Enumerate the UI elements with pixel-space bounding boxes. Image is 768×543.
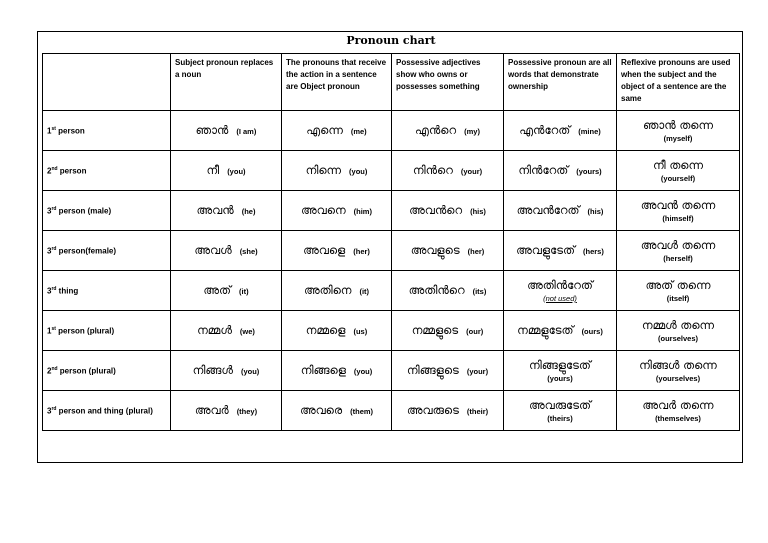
malayalam-word: നമ്മളെ bbox=[305, 323, 346, 337]
pronoun-cell bbox=[282, 271, 392, 311]
english-translation: (his) bbox=[470, 207, 486, 216]
pronoun-cell bbox=[282, 191, 392, 231]
pronoun-cell bbox=[617, 271, 740, 311]
header-possessive-pronoun: Possessive pronoun are all words that demonstrate ownership bbox=[504, 54, 617, 111]
header-reflexive-pronouns: Reflexive pronouns are used when the subject and the object of a sentence are the same bbox=[617, 54, 740, 111]
row-label-suffix: st bbox=[51, 325, 56, 332]
malayalam-word: നിങ്ങളുടേത് bbox=[529, 358, 591, 372]
row-label bbox=[43, 271, 171, 311]
english-translation: (you) bbox=[227, 167, 246, 176]
row-label-text: person (plural) bbox=[57, 366, 116, 376]
pronoun-cell bbox=[617, 191, 740, 231]
malayalam-word: എന്നെ bbox=[306, 123, 343, 137]
malayalam-word: നമ്മൾ bbox=[197, 323, 232, 337]
english-translation: (themselves) bbox=[655, 414, 701, 423]
row-label-ordinal: 3 bbox=[47, 406, 52, 416]
pronoun-cell bbox=[617, 111, 740, 151]
malayalam-word: അവൾ bbox=[194, 243, 232, 257]
pronoun-cell bbox=[392, 391, 504, 431]
pronoun-cell bbox=[504, 191, 617, 231]
row-label-text: thing bbox=[56, 286, 79, 296]
english-translation: (their) bbox=[466, 407, 489, 416]
malayalam-word: അവൻറെ bbox=[409, 203, 463, 217]
malayalam-word: അവർ bbox=[194, 403, 229, 417]
english-translation: (us) bbox=[353, 327, 368, 336]
row-label-text: person(female) bbox=[56, 246, 117, 256]
table-row bbox=[43, 151, 740, 191]
english-translation: (itself) bbox=[666, 294, 690, 303]
malayalam-word: അവരുടെ bbox=[406, 403, 459, 417]
malayalam-word: നമ്മളുടേത് bbox=[517, 323, 574, 337]
row-label-ordinal: 1 bbox=[47, 126, 52, 136]
english-translation: (me) bbox=[350, 127, 367, 136]
row-label bbox=[43, 351, 171, 391]
row-label-ordinal: 2 bbox=[47, 166, 52, 176]
row-label-ordinal: 1 bbox=[47, 326, 52, 336]
pronoun-cell bbox=[282, 111, 392, 151]
pronoun-cell bbox=[392, 271, 504, 311]
malayalam-word: അവരെ bbox=[299, 403, 343, 417]
row-label-text: person bbox=[57, 166, 87, 176]
english-translation: (it) bbox=[239, 287, 249, 296]
pronoun-cell bbox=[504, 351, 617, 391]
row-label-ordinal: 3 bbox=[47, 206, 52, 216]
english-translation: (I am) bbox=[236, 127, 257, 136]
pronoun-cell bbox=[392, 311, 504, 351]
english-translation: (them) bbox=[350, 407, 374, 416]
english-translation: (theirs) bbox=[547, 414, 573, 423]
malayalam-word: നിൻറേത് bbox=[518, 163, 569, 177]
malayalam-word: അത് bbox=[203, 283, 232, 297]
pronoun-cell bbox=[392, 231, 504, 271]
table-row bbox=[43, 111, 740, 151]
english-translation: (her) bbox=[353, 247, 370, 256]
malayalam-word: നിങ്ങൾ bbox=[192, 363, 233, 377]
english-translation: (mine) bbox=[578, 127, 601, 136]
pronoun-cell bbox=[282, 351, 392, 391]
malayalam-word: അവളുടെ bbox=[410, 243, 460, 257]
english-translation: (you) bbox=[349, 167, 368, 176]
malayalam-word: നീ തന്നെ bbox=[652, 158, 704, 172]
pronoun-cell bbox=[504, 111, 617, 151]
malayalam-word: എൻറെ bbox=[415, 123, 457, 137]
pronoun-cell bbox=[392, 111, 504, 151]
pronoun-cell bbox=[282, 151, 392, 191]
english-translation: (himself) bbox=[662, 214, 694, 223]
row-label bbox=[43, 311, 171, 351]
english-translation: (my) bbox=[464, 127, 480, 136]
pronoun-cell bbox=[171, 191, 282, 231]
row-label-ordinal: 3 bbox=[47, 246, 52, 256]
malayalam-word: അവൻറേത് bbox=[516, 203, 580, 217]
english-translation: (it) bbox=[359, 287, 370, 296]
malayalam-word: അവർ തന്നെ bbox=[642, 398, 714, 412]
english-translation: (your) bbox=[466, 367, 489, 376]
pronoun-cell bbox=[617, 351, 740, 391]
pronoun-cell bbox=[171, 311, 282, 351]
english-translation: (its) bbox=[472, 287, 487, 296]
malayalam-word: അത് തന്നെ bbox=[645, 278, 711, 292]
row-label-text: person and thing (plural) bbox=[56, 406, 153, 416]
english-translation: (him) bbox=[353, 207, 372, 216]
row-label-suffix: nd bbox=[51, 365, 58, 372]
malayalam-word: അതിനെ bbox=[303, 283, 352, 297]
malayalam-word: നമ്മളുടെ bbox=[411, 323, 459, 337]
malayalam-word: നിങ്ങളെ bbox=[300, 363, 346, 377]
row-label-ordinal: 3 bbox=[47, 286, 52, 296]
english-translation: (myself) bbox=[663, 134, 693, 143]
pronoun-cell bbox=[171, 111, 282, 151]
table-row bbox=[43, 231, 740, 271]
malayalam-word: അവൾ തന്നെ bbox=[640, 238, 716, 252]
malayalam-word: നിൻറെ bbox=[412, 163, 453, 177]
pronoun-cell bbox=[504, 271, 617, 311]
english-translation: (hers) bbox=[583, 247, 604, 256]
english-translation: (yours) bbox=[547, 374, 573, 383]
english-translation: (we) bbox=[239, 327, 255, 336]
row-label-suffix: nd bbox=[51, 165, 58, 172]
english-translation: (yourself) bbox=[660, 174, 696, 183]
header-subject-pronoun: Subject pronoun replaces a noun bbox=[171, 54, 282, 111]
english-translation: (ours) bbox=[581, 327, 603, 336]
table-row bbox=[43, 351, 740, 391]
malayalam-word: എൻറേത് bbox=[519, 123, 571, 137]
english-translation: (he) bbox=[241, 207, 256, 216]
header-row bbox=[43, 54, 740, 111]
pronoun-cell bbox=[617, 231, 740, 271]
pronoun-cell bbox=[392, 351, 504, 391]
pronoun-cell bbox=[392, 191, 504, 231]
english-translation: (yours) bbox=[576, 167, 602, 176]
pronoun-cell bbox=[504, 231, 617, 271]
pronoun-cell bbox=[171, 351, 282, 391]
pronoun-cell bbox=[504, 311, 617, 351]
row-label-text: person (male) bbox=[56, 206, 112, 216]
pronoun-cell bbox=[171, 391, 282, 431]
pronoun-table bbox=[42, 53, 740, 431]
row-label-suffix: rd bbox=[51, 405, 57, 412]
row-label bbox=[43, 151, 171, 191]
row-label bbox=[43, 231, 171, 271]
pronoun-cell bbox=[171, 151, 282, 191]
table-row bbox=[43, 191, 740, 231]
header-cell-empty bbox=[43, 54, 171, 111]
table-row bbox=[43, 391, 740, 431]
page-title: Pronoun chart bbox=[346, 34, 436, 47]
row-label-text: person bbox=[55, 126, 85, 136]
english-translation: (they) bbox=[236, 407, 258, 416]
row-label-suffix: rd bbox=[51, 205, 57, 212]
chart-frame bbox=[37, 31, 743, 463]
malayalam-word: നമ്മൾ തന്നെ bbox=[641, 318, 715, 332]
row-label bbox=[43, 191, 171, 231]
pronoun-cell bbox=[617, 391, 740, 431]
pronoun-cell bbox=[282, 311, 392, 351]
row-label bbox=[43, 111, 171, 151]
row-label-ordinal: 2 bbox=[47, 366, 52, 376]
malayalam-word: നിങ്ങൾ തന്നെ bbox=[639, 358, 717, 372]
malayalam-word: ഞാൻ തന്നെ bbox=[642, 118, 714, 132]
pronoun-cell bbox=[171, 231, 282, 271]
header-possessive-adjectives: Possessive adjectives show who owns or possesses something bbox=[392, 54, 504, 111]
pronoun-cell bbox=[282, 391, 392, 431]
row-label bbox=[43, 391, 171, 431]
malayalam-word: അതിൻറേത് bbox=[527, 278, 593, 292]
pronoun-cell bbox=[392, 151, 504, 191]
row-label-text: person (plural) bbox=[55, 326, 115, 336]
row-label-suffix: st bbox=[51, 125, 56, 132]
row-label-suffix: rd bbox=[51, 285, 57, 292]
malayalam-word: അവളെ bbox=[303, 243, 346, 257]
malayalam-word: അവനെ bbox=[301, 203, 346, 217]
english-translation: (her) bbox=[467, 247, 485, 256]
english-translation: (you) bbox=[240, 367, 260, 376]
english-translation: (herself) bbox=[663, 254, 693, 263]
malayalam-word: അവൻ bbox=[196, 203, 234, 217]
row-label-suffix: rd bbox=[51, 245, 57, 252]
english-translation: (you) bbox=[353, 367, 373, 376]
pronoun-cell bbox=[171, 271, 282, 311]
english-translation: (ourselves) bbox=[657, 334, 699, 343]
pronoun-cell bbox=[282, 231, 392, 271]
malayalam-word: അതിൻറെ bbox=[408, 283, 465, 297]
malayalam-word: അവരുടേത് bbox=[529, 398, 591, 412]
english-translation: (his) bbox=[587, 207, 604, 216]
english-translation: (your) bbox=[460, 167, 483, 176]
malayalam-word: അവൻ തന്നെ bbox=[640, 198, 716, 212]
pronoun-cell bbox=[617, 151, 740, 191]
malayalam-word: അവളുടേത് bbox=[516, 243, 576, 257]
table-row bbox=[43, 271, 740, 311]
english-translation: (our) bbox=[466, 327, 484, 336]
malayalam-word: ഞാൻ bbox=[195, 123, 229, 137]
pronoun-cell bbox=[504, 391, 617, 431]
english-translation: (not used) bbox=[543, 294, 577, 303]
malayalam-word: നീ bbox=[206, 163, 220, 177]
pronoun-cell bbox=[504, 151, 617, 191]
malayalam-word: നിന്നെ bbox=[305, 163, 342, 177]
pronoun-cell bbox=[617, 311, 740, 351]
malayalam-word: നിങ്ങളുടെ bbox=[406, 363, 459, 377]
table-row bbox=[43, 311, 740, 351]
english-translation: (she) bbox=[239, 247, 258, 256]
english-translation: (yourselves) bbox=[655, 374, 701, 383]
header-object-pronoun: The pronouns that receive the action in a sentence are Object pronoun bbox=[282, 54, 392, 111]
